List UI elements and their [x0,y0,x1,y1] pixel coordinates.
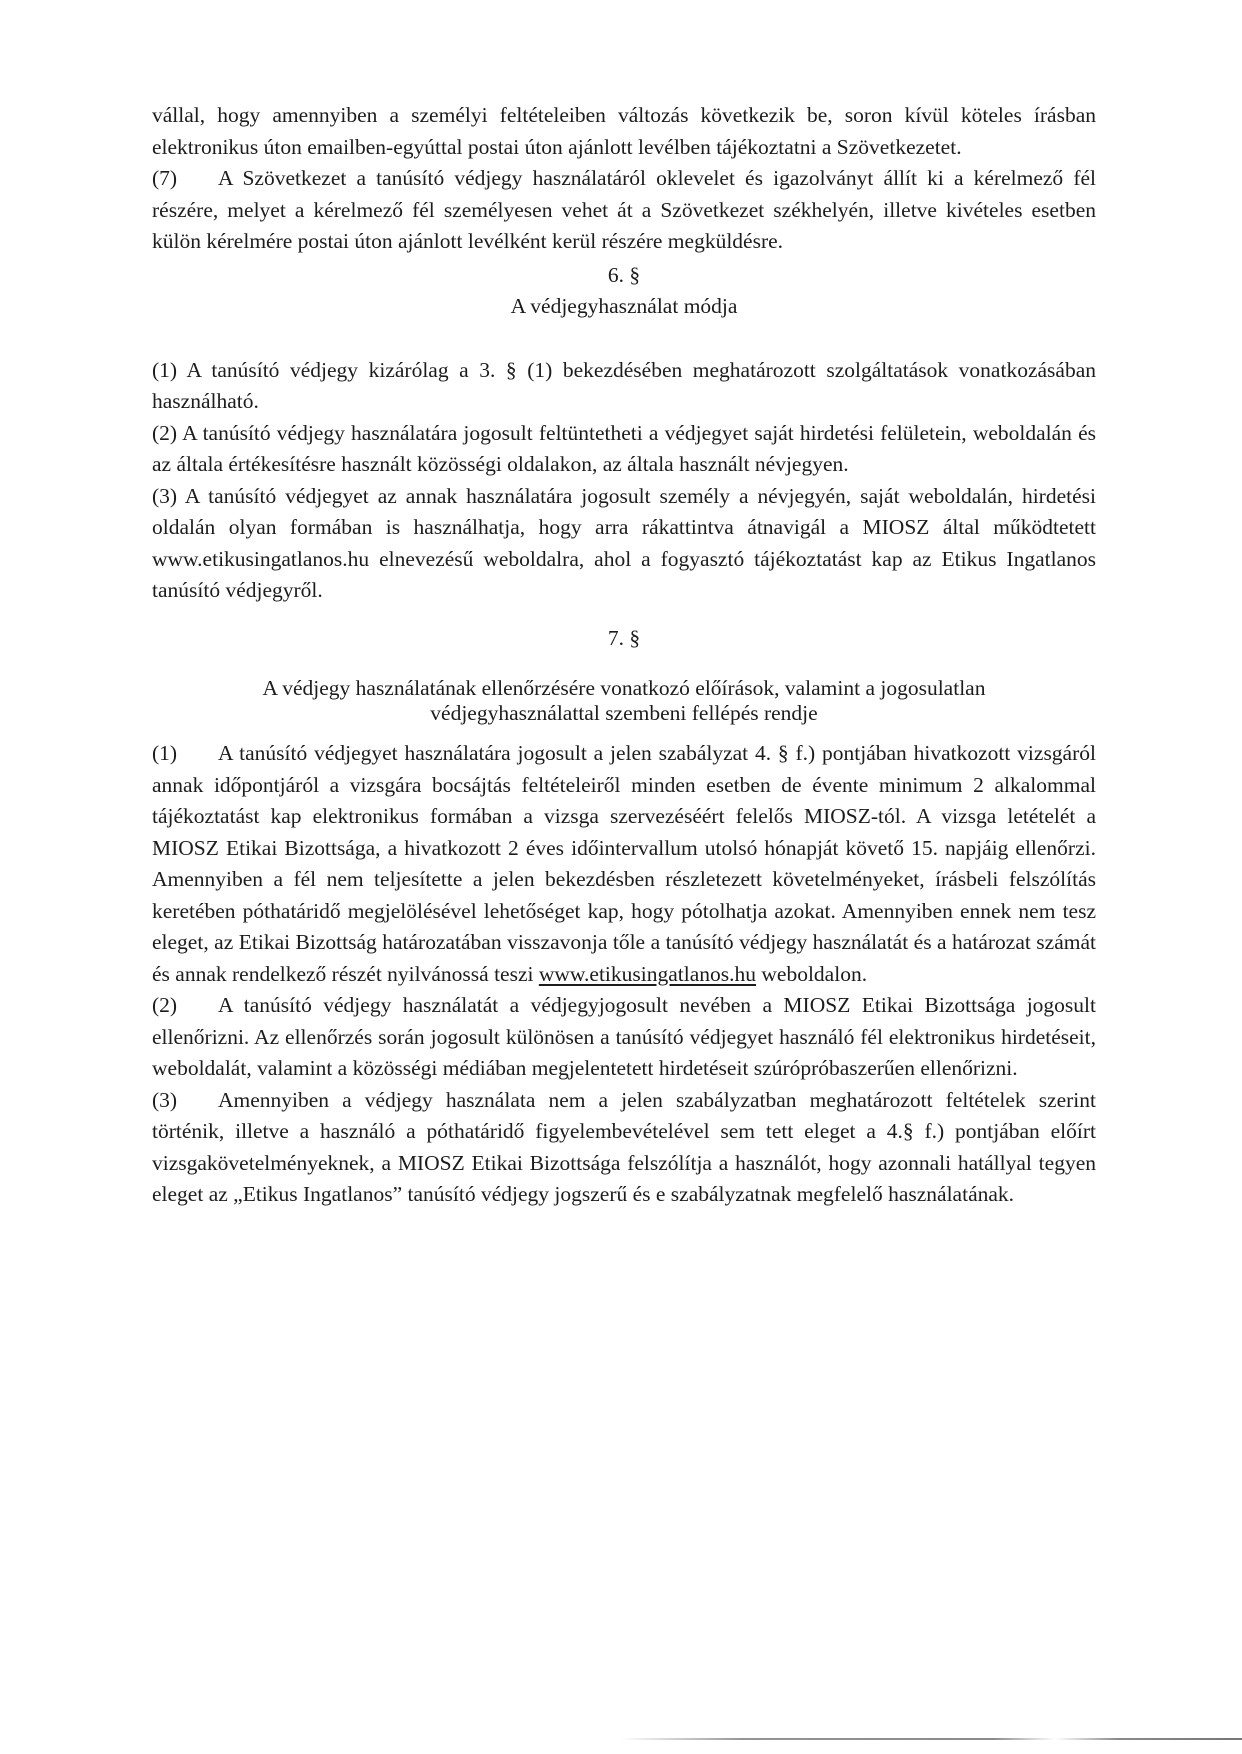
paragraph-5-7 [152,163,1096,258]
section-7-number: 7. § [607,625,641,650]
document-page [152,100,1096,1211]
paragraph-text: A tanúsító védjegyet az annak használatára jogosult személy a névjegyén, saját weboldalán, hirdetési oldalán olyan formában is használhatja, hogy arra rákattintva átnavigál a MIOSZ által működtetett www.etikusingatlanos.hu elnevezésű weboldalra, ahol a fogyasztó tájékoztatást kap az Etikus Ingatlanos tanúsító védjegyről. [152,483,1096,602]
section-6-title: A védjegyhasználat módja [510,294,738,318]
paragraph-text: A tanúsító védjegy használatára jogosult feltüntetheti a védjegyet saját hirdetési felületein, weboldalán és az általa értékesítésre használt közösségi oldalakon, az általa használt névjegyen. [152,420,1096,476]
paragraph-text-end: weboldalon. [756,961,868,986]
paragraph-text: Amennyiben a védjegy használata nem a jelen szabályzatban meghatározott feltételek szerint történik, illetve a használó a póthatáridő figyelembevételével sem tett eleget a 4.§ f.) pontjában előírt vizsgakövetelményeknek, a MIOSZ Etikai Bizottsága felszólítja a használót, hogy azonnali hatállyal tegyen eleget az „Etikus Ingatlanos” tanúsító védjegy jogszerű és e szabályzatnak megfelelő használatának. [152,1087,1096,1206]
section-6-paragraph-3 [152,481,1096,607]
paragraph-number: (2) [152,420,178,445]
section-7-paragraph-2 [152,990,1096,1085]
paragraph-number: (3) [152,483,178,508]
paragraph-number: (1) [152,357,178,382]
website-link[interactable]: www.etikusingatlanos.hu [538,961,757,986]
paragraph-text: A tanúsító védjegy használatát a védjegyjogosult nevében a MIOSZ Etikai Bizottsága jogosult ellenőrizni. Az ellenőrzés során jogosult különösen a tanúsító védjegyet használó fél elektronikus hirdetéseit, weboldalát, valamint a közösségi médiában megjelentetett hirdetéseit szúrópróbaszerűen ellenőrizni. [152,993,1096,1080]
paragraph-text: A tanúsító védjegyet használatára jogosult a jelen szabályzat 4. § f.) pontjában hivatkozott vizsgáról annak időpontjáról a vizsgára bocsájtás feltételeiről minden esetben de évente minimum 2 alkalommal tájékoztatást kap elektronikus formában a vizsga szervezéséért felelős MIOSZ-tól. A vizsga letételét a MIOSZ Etikai Bizottsága, a hivatkozott 2 éves időintervallum utolsó hónapját követő 15. napjáig ellenőrzi. Amennyiben a fél nem teljesítette a jelen bekezdésben részletezett követelményeket, írásbeli felszólítás keretében póthatáridő megjelölésével lehetőséget kap, hogy pótolhatja azokat. Amennyiben ennek nem tesz eleget, az Etikai Bizottság határozatában visszavonja tőle a tanúsító védjegy használatát és a határozat számát és annak rendelkező részét nyilvánossá teszi [152,741,1096,986]
section-7-title-line-1: A védjegy használatának ellenőrzésére vonatkozó előírások, valamint a jogosulatlan [262,676,986,700]
section-7-paragraph-1 [152,738,1096,990]
paragraph-number: (1) [152,741,178,765]
section-7-paragraph-3 [152,1085,1096,1211]
paragraph-text: A Szövetkezet a tanúsító védjegy használatáról oklevelet és igazolványt állít ki a kérelmező fél részére, melyet a kérelmező fél személyesen vehet át a Szövetkezet székhelyén, illetve kivételes esetben külön kérelmére postai úton ajánlott levélként kerül részére megküldésre. [152,166,1096,253]
section-6-number: 6. § [607,262,641,287]
scan-page-edge [620,1738,1242,1740]
section-6-paragraph-2 [152,418,1096,481]
paragraph-number: (2) [152,993,178,1017]
paragraph-number: (3) [152,1087,178,1112]
paragraph-text: A tanúsító védjegy kizárólag a 3. § (1) bekezdésében meghatározott szolgáltatások vonatkozásában használható. [152,357,1096,413]
continuation-paragraph: vállal, hogy amennyiben a személyi feltételeiben változás következik be, soron kívül köteles írásban elektronikus úton emailben-egyúttal postai úton ajánlott levélben tájékoztatni a Szövetkezetet. [152,103,1096,159]
section-7-title-line-2: védjegyhasználattal szembeni fellépés rendje [430,701,818,725]
paragraph-number: (7) [152,166,178,190]
section-6-paragraph-1 [152,355,1096,418]
section-7-title [152,676,1096,726]
